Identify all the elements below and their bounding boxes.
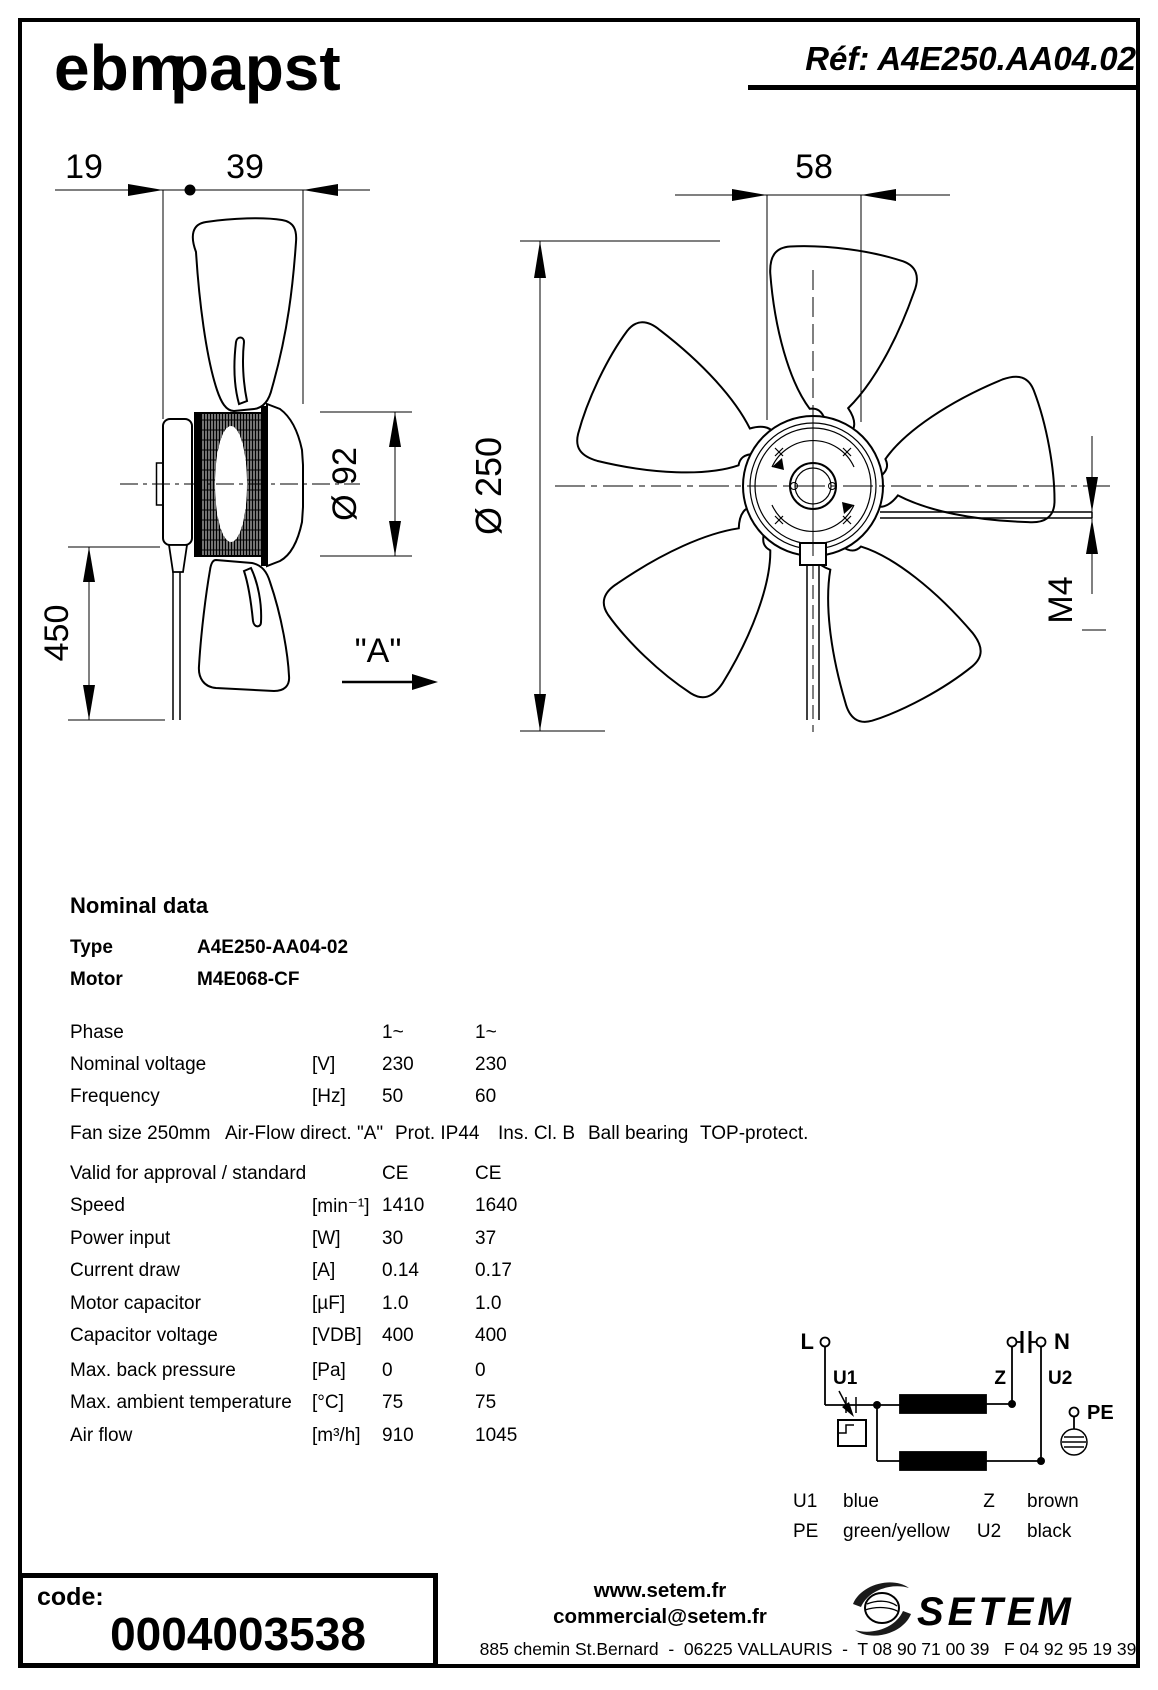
airflow-direction-label: "A" xyxy=(354,632,402,670)
legend-term: U1 xyxy=(793,1491,818,1512)
dim-19: 19 xyxy=(65,148,103,186)
legend-color: black xyxy=(1027,1521,1072,1542)
feature-insulation: Ins. Cl. B xyxy=(498,1123,576,1144)
feature-airflow: Air-Flow direct. "A" xyxy=(225,1123,384,1144)
spec-row-phase: Phase 1~ 1~ xyxy=(70,1022,497,1043)
spec-row-capacitor: Motor capacitor [µF] 1.0 1.0 xyxy=(70,1293,502,1314)
terminal-n-label: N xyxy=(1054,1329,1070,1354)
dim-250: Ø 250 xyxy=(468,436,509,536)
legend-term: Z xyxy=(983,1491,995,1512)
code-value: 0004003538 xyxy=(110,1608,366,1660)
type-value: A4E250-AA04-02 xyxy=(197,937,349,958)
spec-row-capacitor-voltage: Capacitor voltage [VDB] 400 400 xyxy=(70,1325,507,1346)
contact-block xyxy=(540,1578,780,1630)
planet-swoosh-icon xyxy=(853,1582,911,1635)
earth-ground-icon xyxy=(1061,1429,1087,1455)
dim-450: 450 xyxy=(38,604,76,662)
aux-winding-symbol xyxy=(900,1452,986,1470)
legend-color: blue xyxy=(843,1491,879,1512)
spec-row-approval: Valid for approval / standard CE CE xyxy=(70,1163,502,1184)
nominal-data-title: Nominal data xyxy=(70,893,209,918)
main-winding-symbol xyxy=(900,1395,986,1413)
reference-title: Réf: A4E250.AA04.02 xyxy=(748,40,1136,90)
spec-row-power: Power input [W] 30 37 xyxy=(70,1228,497,1249)
spec-row-voltage: Nominal voltage [V] 230 230 xyxy=(70,1054,507,1075)
setem-logo xyxy=(845,1576,1125,1647)
setem-logo-text: SETEM xyxy=(917,1590,1075,1634)
ebmpapst-logo-svg xyxy=(52,34,392,106)
brand-papst: papst xyxy=(170,32,341,104)
terminal-l-label: L xyxy=(800,1329,814,1354)
technical-drawing xyxy=(20,120,1140,750)
fan-front-view-drawing xyxy=(468,148,1110,732)
address-line: 885 chemin St.Bernard - 06225 VALLAURIS - T 08 90 71 00 39 F 04 92 95 19 39 xyxy=(479,1639,1137,1659)
legend-term: PE xyxy=(793,1521,819,1542)
spec-row-ambient-temp: Max. ambient temperature [°C] 75 75 xyxy=(70,1392,497,1413)
terminal-u2-label: U2 xyxy=(1048,1368,1073,1389)
spec-row-current: Current draw [A] 0.14 0.17 xyxy=(70,1260,512,1281)
terminal-pe-label: PE xyxy=(1087,1402,1114,1424)
terminal-u1-label: U1 xyxy=(833,1368,858,1389)
spec-row-speed: Speed [min⁻¹] 1410 1640 xyxy=(70,1195,518,1217)
brand-ebm: ebm xyxy=(54,32,186,104)
legend-color: brown xyxy=(1027,1491,1079,1512)
legend-term: U2 xyxy=(976,1521,1002,1542)
dim-39: 39 xyxy=(226,148,264,186)
code-box xyxy=(18,1573,438,1668)
website-link: www.setem.fr xyxy=(593,1579,727,1602)
spec-row-frequency: Frequency [Hz] 50 60 xyxy=(70,1086,497,1107)
feature-fan-size: Fan size 250mm xyxy=(70,1123,211,1144)
setem-logo-svg xyxy=(845,1576,1125,1642)
email-link: commercial@setem.fr xyxy=(553,1605,767,1628)
type-label: Type xyxy=(70,937,113,958)
type-row xyxy=(70,937,348,959)
ebmpapst-logo xyxy=(52,34,392,111)
motor-label: Motor xyxy=(70,969,123,990)
spec-row-airflow: Air flow [m³/h] 910 1045 xyxy=(70,1425,518,1446)
airflow-arrow-icon xyxy=(412,674,438,690)
dim-92: Ø 92 xyxy=(326,447,364,521)
thermal-protector-symbol xyxy=(838,1391,866,1446)
feature-bearing: Ball bearing xyxy=(588,1123,689,1144)
dim-m4: M4 xyxy=(1042,576,1080,624)
terminal-z-label: Z xyxy=(994,1368,1006,1389)
fan-side-view-drawing xyxy=(38,148,438,720)
code-label: code: xyxy=(37,1583,104,1611)
feature-top-protect: TOP-protect. xyxy=(700,1123,809,1144)
wiring-diagram xyxy=(730,1320,1140,1555)
motor-row xyxy=(70,969,299,991)
dim-58: 58 xyxy=(795,148,833,186)
feature-protection: Prot. IP44 xyxy=(395,1123,480,1144)
motor-value: M4E068-CF xyxy=(197,969,300,990)
spec-row-back-pressure: Max. back pressure [Pa] 0 0 xyxy=(70,1360,486,1381)
legend-color: green/yellow xyxy=(843,1521,950,1542)
